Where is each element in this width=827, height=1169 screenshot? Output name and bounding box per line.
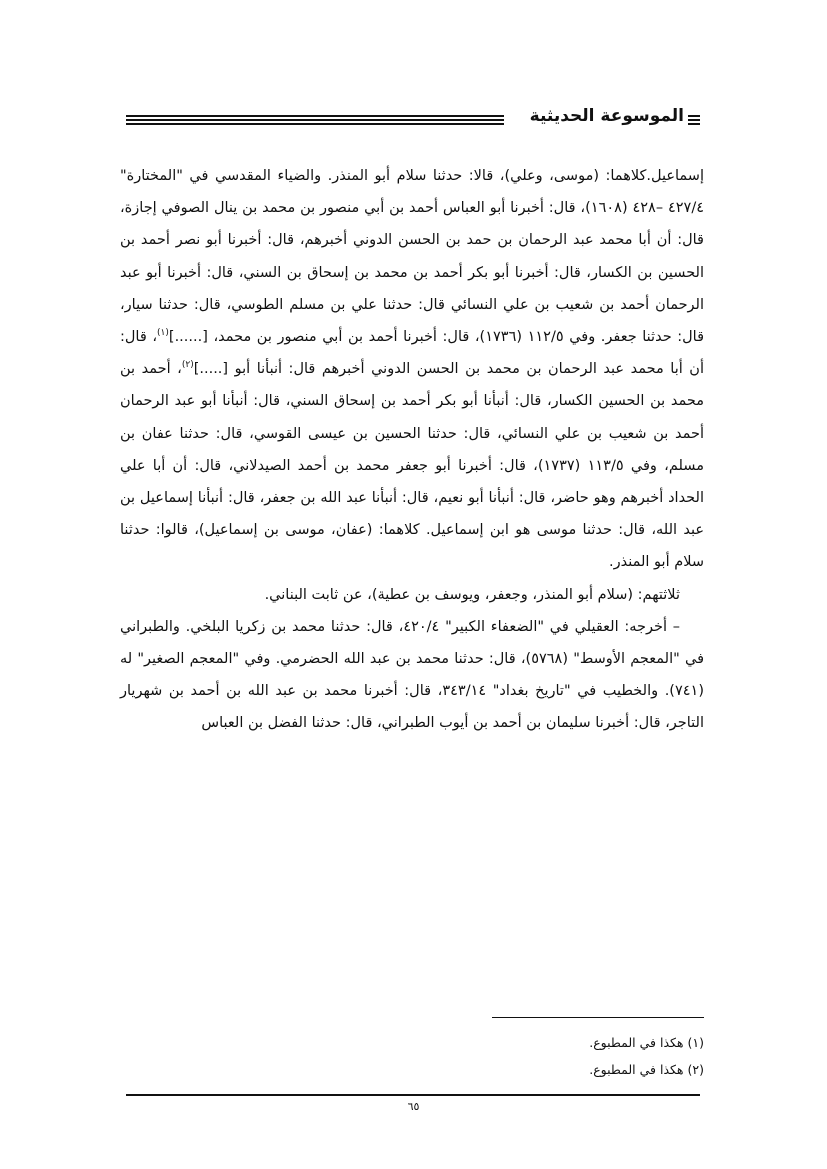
running-header [126, 108, 700, 136]
paragraph-2: ثلاثتهم: (سلام أبو المنذر، وجعفر، ويوسف بن عطية)، عن ثابت البناني. [264, 586, 680, 603]
footnote-ref-1: (١) [157, 328, 169, 339]
header-ornament-left [126, 115, 504, 125]
paragraph-1-text: إسماعيل.كلاهما: (موسى، وعلي)، قالا: حدثنا سلام أبو المنذر. والضياء المقدسي في "المختارة" ٤٢٧/٤ –٤٢٨ (١٦٠٨)، قال: أخبرنا أبو العباس أحمد بن أبي منصور بن محمد بن ينال الصوفي إجازة، قال: أن أبا محمد عبد الرحمان بن حمد بن الحسن الدوني أخبرهم، قال: أخبرنا أبو نصر أحمد بن الحسين بن الكسار، قال: أخبرنا أبو بكر أحمد بن محمد بن إسحاق بن السني، قال: أخبرنا أبو عبد الرحمان أحمد بن شعيب بن علي النسائي قال: حدثنا علي بن مسلم الطوسي، قال: حدثنا سيار، قال: حدثنا جعفر. وفي ١١٢/٥ (١٧٣٦)، قال: أخبرنا أحمد بن أبي منصور بن محمد، [......] [120, 168, 705, 346]
paragraph-1-text-b: ، قال: أن أبا محمد عبد الرحمان بن محمد بن الحسن الدوني أخبرهم قال: أنبأنا أبو [.....] [120, 329, 704, 378]
footnote-1: (١) هكذا في المطبوع. [589, 1035, 704, 1050]
header-ornament-right [688, 115, 700, 125]
bottom-rule [126, 1094, 700, 1096]
page-number: ٦٥ [407, 1100, 420, 1113]
footnote-divider [492, 1017, 704, 1018]
main-text [120, 160, 704, 740]
paragraph-1-text-c: ، أحمد بن محمد بن الحسين الكسار، قال: أنبأنا أبو بكر أحمد بن إسحاق السني، قال: أنبأنا أبو عبد الرحمان أحمد بن شعيب بن علي النسائي، قال: حدثنا الحسين بن عيسى القوسي، قال: حدثنا عفان بن مسلم، وفي ١١٣/٥ (١٧٣٧)، قال: أخبرنا أبو جعفر محمد بن أحمد الصيدلاني، قال: أن أبا علي الحداد أخبرهم وهو حاضر، قال: أنبأنا أبو نعيم، قال: أنبأنا عبد الله بن جعفر، قال: أنبأنا إسماعيل بن عبد الله، قال: حدثنا موسى هو ابن إسماعيل. كلاهما: (عفان، موسى بن إسماعيل)، قالوا: حدثنا سلام أبو المنذر. [120, 361, 704, 571]
header-title: الموسوعة الحديثية [529, 106, 684, 126]
paragraph-3: – أخرجه: العقيلي في "الضعفاء الكبير" ٤٢٠/٤، قال: حدثنا محمد بن زكريا البلخي. والطبراني في "المعجم الأوسط" (٥٧٦٨)، قال: حدثنا محمد بن عبد الله الحضرمي. وفي "المعجم الصغير" له (٧٤١). والخطيب في "تاريخ بغداد" ٣٤٣/١٤، قال: أخبرنا محمد بن عبد الله بن أحمد بن شهريار التاجر، قال: أخبرنا سليمان بن أحمد بن أيوب الطبراني، قال: حدثنا الفضل بن العباس [120, 618, 705, 732]
footnotes [360, 1029, 704, 1083]
footnote-2: (٢) هكذا في المطبوع. [589, 1062, 704, 1077]
paragraph-1 [120, 160, 704, 579]
footnote-ref-2: (٢) [181, 360, 194, 371]
